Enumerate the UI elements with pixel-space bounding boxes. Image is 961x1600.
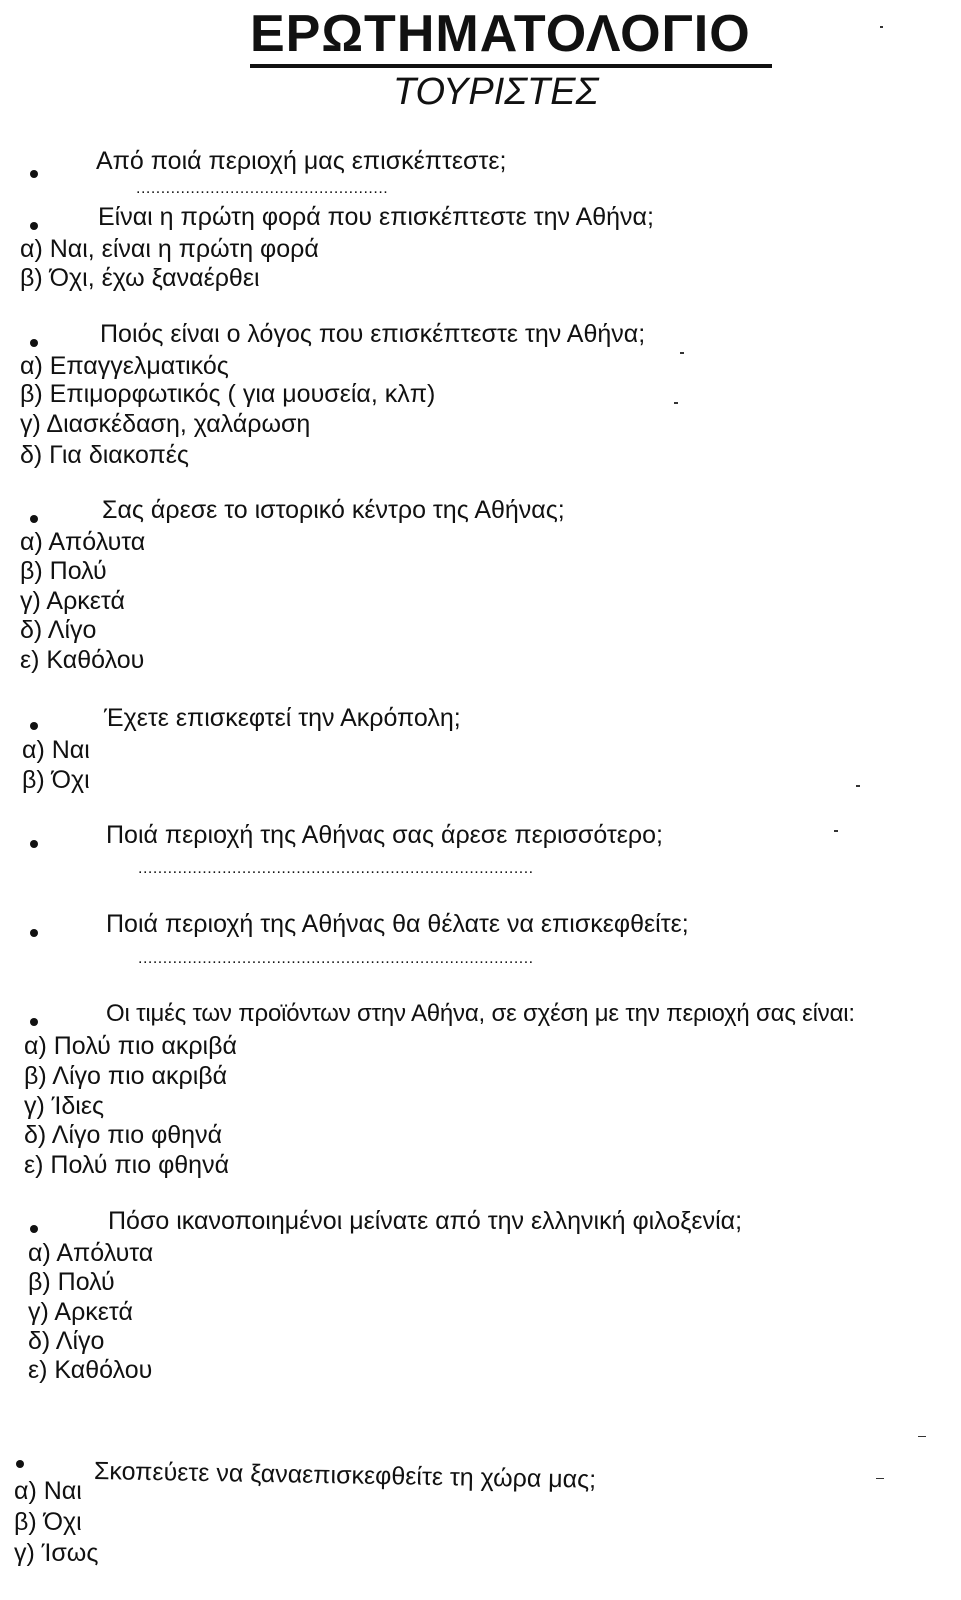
question-5: Έχετε επισκεφτεί την Ακρόπολη; [104, 704, 461, 732]
option[interactable]: γ) Διασκέδαση, χαλάρωση [20, 410, 311, 438]
option[interactable]: β) Επιμορφωτικός ( για μουσεία, κλπ) [20, 380, 436, 408]
option[interactable]: β) Όχι, έχω ξαναέρθει [20, 264, 260, 292]
bullet-icon [30, 222, 38, 230]
option[interactable]: ε) Καθόλου [20, 646, 145, 674]
scan-speck [918, 1436, 926, 1437]
bullet-icon [30, 1225, 38, 1233]
question-7: Ποιά περιοχή της Αθήνας θα θέλατε να επισκεφθείτε; [106, 910, 689, 938]
question-9: Πόσο ικανοποιημένοι μείνατε από την ελληνική φιλοξενία; [108, 1207, 743, 1235]
option[interactable]: α) Πολύ πιο ακριβά [24, 1032, 237, 1060]
scan-speck [680, 352, 684, 354]
scan-speck [674, 402, 678, 404]
bullet-icon [30, 840, 38, 848]
scan-speck [856, 785, 860, 787]
option[interactable]: γ) Ίδιες [24, 1092, 105, 1120]
option[interactable]: δ) Λίγο πιο φθηνά [24, 1121, 223, 1149]
option[interactable]: ε) Πολύ πιο φθηνά [24, 1151, 230, 1179]
bullet-icon [30, 929, 38, 937]
bullet-icon [30, 722, 38, 730]
bullet-icon [30, 339, 38, 347]
bullet-icon [30, 515, 38, 523]
question-4: Σας άρεσε το ιστορικό κέντρο της Αθήνας; [102, 496, 565, 524]
answer-line-7[interactable]: ................................................................................ [138, 950, 534, 967]
option[interactable]: δ) Λίγο [20, 616, 97, 644]
question-1: Από ποιά περιοχή μας επισκέπτεστε; [96, 147, 507, 175]
option[interactable]: α) Απόλυτα [28, 1239, 154, 1267]
page-title: ΕΡΩΤΗΜΑΤΟΛΟΓΙΟ [250, 5, 751, 63]
option[interactable]: ε) Καθόλου [28, 1356, 153, 1384]
question-3: Ποιός είναι ο λόγος που επισκέπτεστε την Αθήνα; [100, 320, 646, 348]
option[interactable]: γ) Αρκετά [20, 587, 125, 615]
bullet-icon [30, 170, 38, 178]
answer-line-1[interactable]: ................................................... [136, 180, 389, 197]
option[interactable]: α) Επαγγελματικός [20, 352, 229, 380]
question-8: Οι τιμές των προϊόντων στην Αθήνα, σε σχέση με την περιοχή σας είναι: [106, 1000, 855, 1027]
answer-line-6[interactable]: ................................................................................ [138, 860, 534, 877]
option[interactable]: β) Όχι [22, 766, 90, 794]
option[interactable]: α) Ναι, είναι η πρώτη φορά [20, 235, 319, 263]
bullet-icon [30, 1018, 38, 1026]
scan-speck [876, 1478, 884, 1479]
scan-speck [880, 26, 883, 28]
title-underline [250, 64, 772, 68]
question-2: Είναι η πρώτη φορά που επισκέπτεστε την Αθήνα; [98, 203, 654, 231]
option[interactable]: α) Ναι [14, 1477, 82, 1505]
option[interactable]: β) Πολύ [20, 557, 107, 585]
option[interactable]: α) Ναι [22, 736, 90, 764]
question-10: Σκοπεύετε να ξαναεπισκεφθείτε τη χώρα μας; [93, 1457, 597, 1494]
scan-speck [834, 830, 838, 832]
option[interactable]: β) Όχι [14, 1508, 82, 1536]
option[interactable]: β) Λίγο πιο ακριβά [24, 1062, 228, 1090]
option[interactable]: δ) Λίγο [28, 1327, 105, 1355]
bullet-icon [16, 1460, 24, 1468]
page-subtitle: ΤΟΥΡΙΣΤΕΣ [393, 71, 599, 113]
question-6: Ποιά περιοχή της Αθήνας σας άρεσε περισσότερο; [106, 821, 663, 849]
option[interactable]: α) Απόλυτα [20, 528, 146, 556]
option[interactable]: γ) Ίσως [14, 1539, 99, 1567]
option[interactable]: β) Πολύ [28, 1268, 115, 1296]
option[interactable]: δ) Για διακοπές [20, 441, 189, 469]
option[interactable]: γ) Αρκετά [28, 1298, 133, 1326]
